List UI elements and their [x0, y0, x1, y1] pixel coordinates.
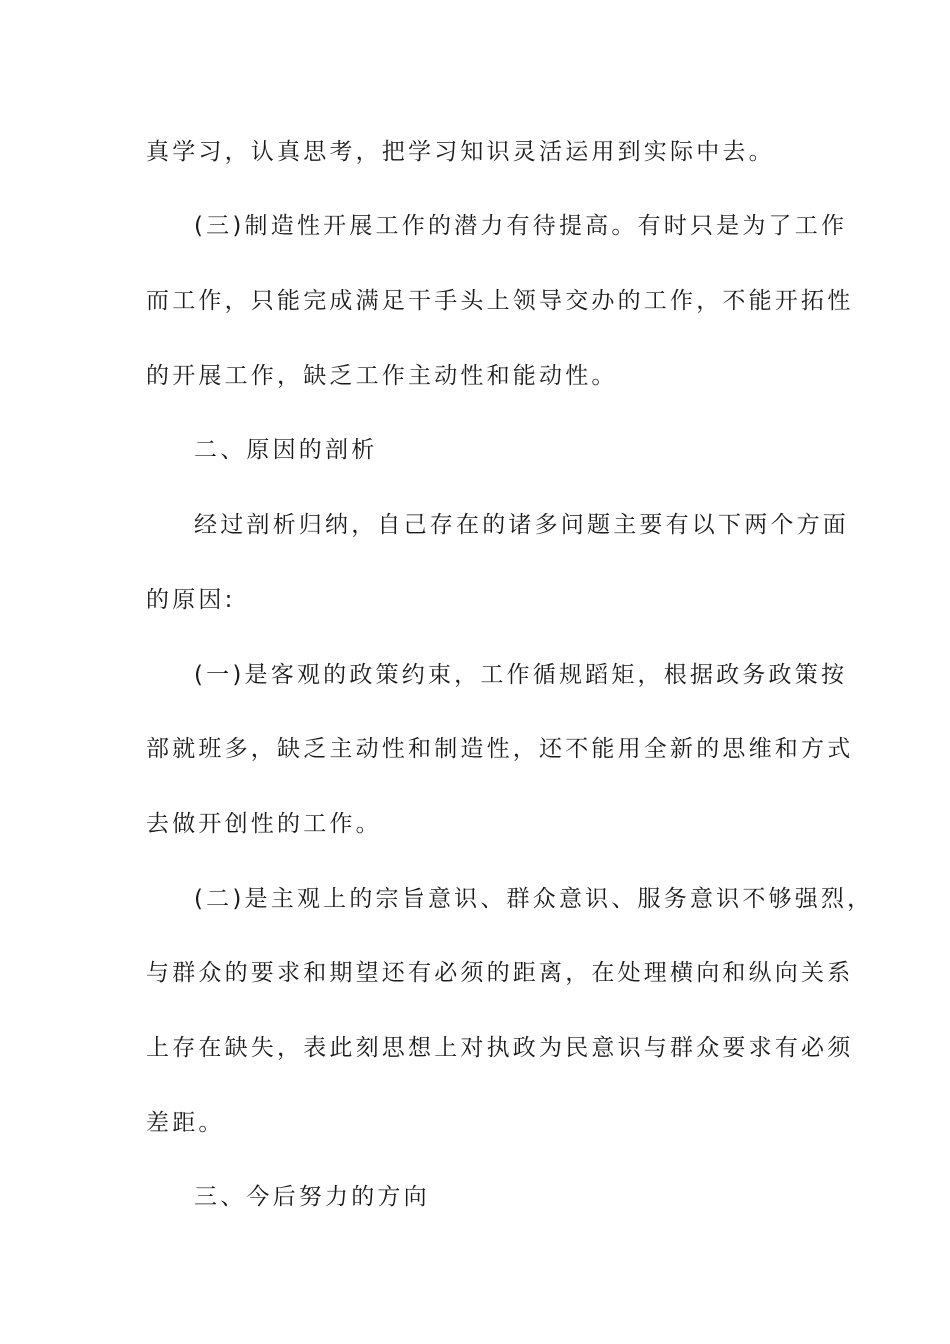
paragraph-line: 与群众的要求和期望还有必须的距离，在处理横向和纵向关系: [146, 960, 854, 986]
paragraph-line: 的开展工作，缺乏工作主动性和能动性。: [146, 363, 618, 389]
paragraph-line: 部就班多，缺乏主动性和制造性，还不能用全新的思维和方式: [146, 736, 854, 762]
paragraph-line: 经过剖析归纳，自己存在的诸多问题主要有以下两个方面: [194, 512, 849, 538]
paragraph-line: (二)是主观上的宗旨意识、群众意识、服务意识不够强烈，: [194, 886, 874, 912]
paragraph-line: (一)是客观的政策约束，工作循规蹈矩，根据政务政策按: [194, 662, 848, 688]
paragraph-line: 而工作，只能完成满足干手头上领导交办的工作，不能开拓性: [146, 288, 854, 314]
section-heading: 三、今后努力的方向: [194, 1184, 430, 1210]
paragraph-line: 上存在缺失，表此刻思想上对执政为民意识与群众要求有必须: [146, 1035, 854, 1061]
paragraph-line: 去做开创性的工作。: [146, 811, 382, 837]
paragraph-line: 的原因:: [146, 587, 236, 613]
paragraph-line: 真学习，认真思考，把学习知识灵活运用到实际中去。: [146, 139, 775, 165]
paragraph-line: 差距。: [146, 1110, 225, 1136]
section-heading: 二、原因的剖析: [194, 437, 378, 463]
paragraph-line: (三)制造性开展工作的潜力有待提高。有时只是为了工作: [194, 213, 848, 239]
